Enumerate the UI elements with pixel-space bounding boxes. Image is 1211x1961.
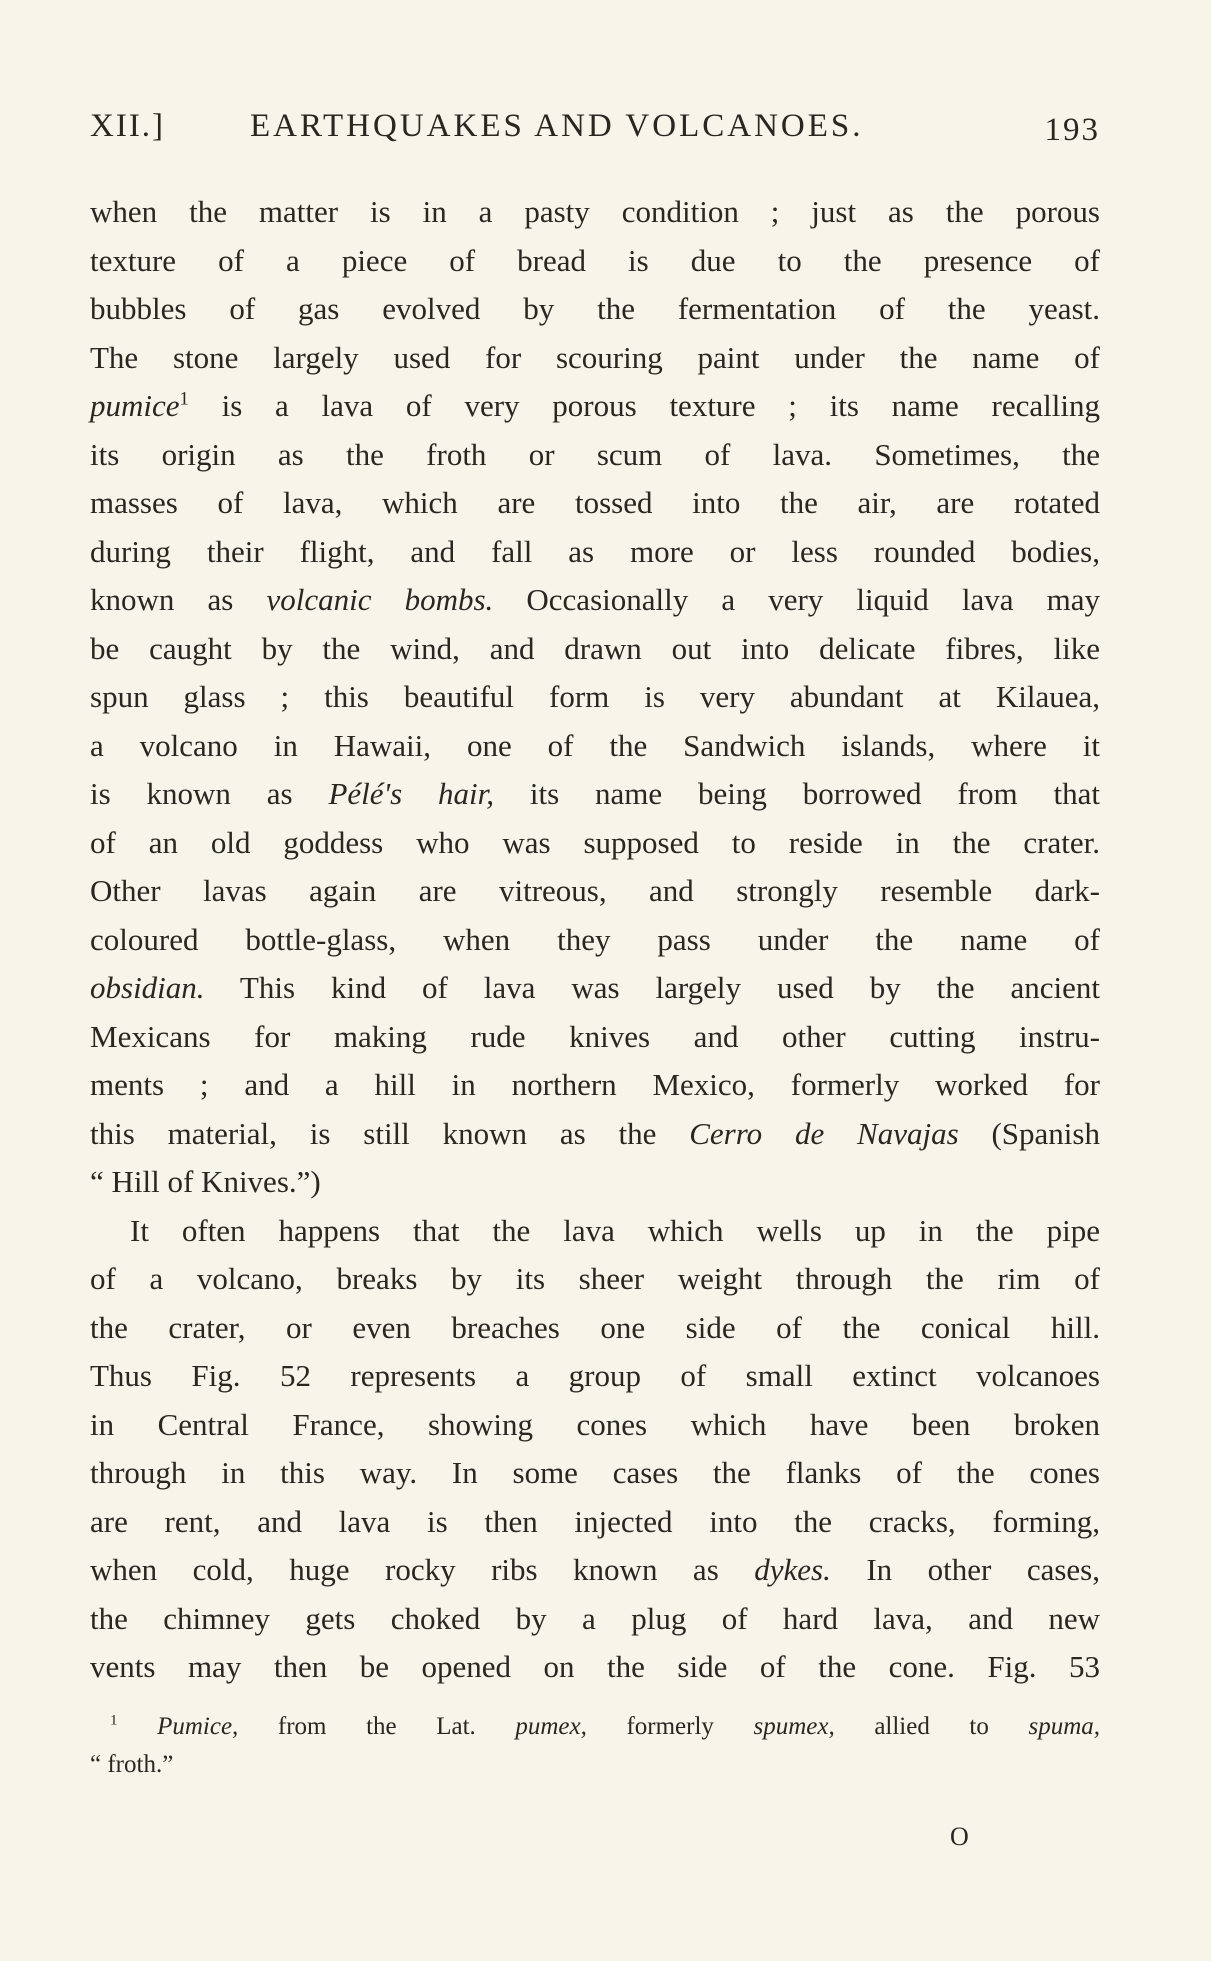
footnotes	[90, 1708, 1100, 1784]
text-line	[90, 431, 1100, 480]
text-line	[90, 334, 1100, 383]
text-line	[90, 867, 1100, 916]
text-line	[90, 819, 1100, 868]
text-run: Occasionally a very liquid lava may	[493, 582, 1100, 617]
text-run	[118, 1713, 158, 1740]
italic-term: spumex,	[753, 1713, 835, 1740]
text-line	[90, 964, 1100, 1013]
italic-term: dykes.	[754, 1552, 831, 1587]
text-run: the crater, or even breaches one side of the conical hill.	[90, 1309, 1100, 1345]
text-line	[90, 625, 1100, 674]
page-number: 193	[1044, 112, 1100, 148]
text-run: (Spanish	[958, 1115, 1100, 1151]
text-line	[90, 1110, 1100, 1159]
text-run: spun glass ; this beautiful form is very abundant at Kilauea,	[90, 679, 1100, 714]
text-line	[90, 1643, 1100, 1692]
text-run: through in this way. In some cases the flanks of the cones	[90, 1455, 1100, 1490]
text-line	[90, 1595, 1100, 1644]
text-run: from the Lat.	[238, 1713, 516, 1740]
text-run: be caught by the wind, and drawn out into delicate fibres, like	[90, 630, 1100, 666]
chapter-number: XII.]	[90, 108, 166, 144]
text-line	[90, 1401, 1100, 1450]
italic-term: Pélé's hair,	[328, 776, 495, 811]
text-run: Other lavas again are vitreous, and strongly resemble dark-	[90, 873, 1100, 908]
running-title: EARTHQUAKES AND VOLCANOES.	[250, 108, 864, 144]
text-run: Mexicans for making rude knives and other cutting instru-	[90, 1018, 1100, 1054]
text-line	[90, 188, 1100, 237]
text-run: when cold, huge rocky ribs known as	[90, 1552, 755, 1587]
running-head	[90, 108, 1100, 158]
text-run: in Central France, showing cones which have been broken	[90, 1406, 1100, 1442]
text-run: is known as	[90, 776, 329, 811]
text-line	[90, 1546, 1100, 1595]
text-line	[90, 1304, 1100, 1353]
text-run: “ Hill of Knives.”)	[90, 1164, 321, 1199]
text-run: “ froth.”	[90, 1751, 174, 1778]
text-run: known as	[90, 582, 267, 617]
signature-mark: O	[950, 1822, 969, 1851]
text-run: Thus Fig. 52 represents a group of small extinct volcanoes	[90, 1358, 1100, 1393]
text-line	[90, 237, 1100, 286]
text-line	[90, 382, 1100, 431]
footnote-marker: 1	[110, 1712, 118, 1729]
text-run: a volcano in Hawaii, one of the Sandwich islands, where it	[90, 727, 1100, 763]
text-line	[90, 1352, 1100, 1401]
text-run: coloured bottle-glass, when they pass under the name of	[90, 921, 1100, 957]
footnote-line	[90, 1708, 1100, 1746]
footnote-marker: 1	[179, 388, 189, 410]
text-line	[90, 916, 1100, 965]
text-run: It often happens that the lava which wells up in the pipe	[130, 1212, 1100, 1248]
text-run: allied to	[834, 1713, 1029, 1740]
text-run: formerly	[586, 1713, 754, 1740]
text-run: ments ; and a hill in northern Mexico, formerly worked for	[90, 1067, 1100, 1102]
text-run: its origin as the froth or scum of lava. Sometimes, the	[90, 436, 1100, 472]
italic-term: Cerro de Navajas	[689, 1115, 959, 1151]
italic-term: spuma,	[1028, 1713, 1101, 1740]
text-line	[90, 1498, 1100, 1547]
text-line	[90, 770, 1100, 819]
text-run: The stone largely used for scouring paint under the name of	[90, 339, 1100, 375]
text-line	[90, 1158, 1100, 1207]
text-run: masses of lava, which are tossed into the air, are rotated	[90, 485, 1100, 520]
italic-term: volcanic bombs.	[266, 582, 494, 617]
text-line	[90, 722, 1100, 771]
text-run: of an old goddess who was supposed to reside in the crater.	[90, 824, 1100, 860]
text-run: the chimney gets choked by a plug of hard lava, and new	[90, 1600, 1100, 1636]
text-line	[90, 1255, 1100, 1304]
text-line	[90, 1449, 1100, 1498]
text-run: when the matter is in a pasty condition ; just as the porous	[90, 194, 1100, 229]
footnote-line	[90, 1746, 1100, 1784]
italic-term: pumex,	[515, 1713, 587, 1740]
text-line	[90, 576, 1100, 625]
italic-term: obsidian.	[90, 970, 205, 1005]
italic-term: Pumice,	[157, 1713, 239, 1740]
text-run: vents may then be opened on the side of the cone. Fig. 53	[90, 1649, 1100, 1684]
italic-term: pumice	[90, 388, 180, 423]
text-run: In other cases,	[830, 1552, 1100, 1587]
text-run: its name being borrowed from that	[494, 776, 1100, 811]
text-line	[90, 528, 1100, 577]
text-run: This kind of lava was largely used by the ancient	[204, 970, 1100, 1005]
text-run: of a volcano, breaks by its sheer weight through the rim of	[90, 1261, 1100, 1296]
text-run: are rent, and lava is then injected into the cracks, forming,	[90, 1503, 1100, 1539]
text-line	[90, 1061, 1100, 1110]
text-line	[90, 1207, 1100, 1256]
body-text	[90, 188, 1100, 1692]
text-line	[90, 673, 1100, 722]
text-line	[90, 479, 1100, 528]
text-run: is a lava of very porous texture ; its name recalling	[188, 388, 1100, 423]
text-line	[90, 1013, 1100, 1062]
text-run: texture of a piece of bread is due to the presence of	[90, 242, 1100, 278]
text-line	[90, 285, 1100, 334]
text-run: during their flight, and fall as more or less rounded bodies,	[90, 533, 1100, 569]
text-run: this material, is still known as the	[90, 1115, 690, 1151]
text-run: bubbles of gas evolved by the fermentation of the yeast.	[90, 291, 1100, 326]
